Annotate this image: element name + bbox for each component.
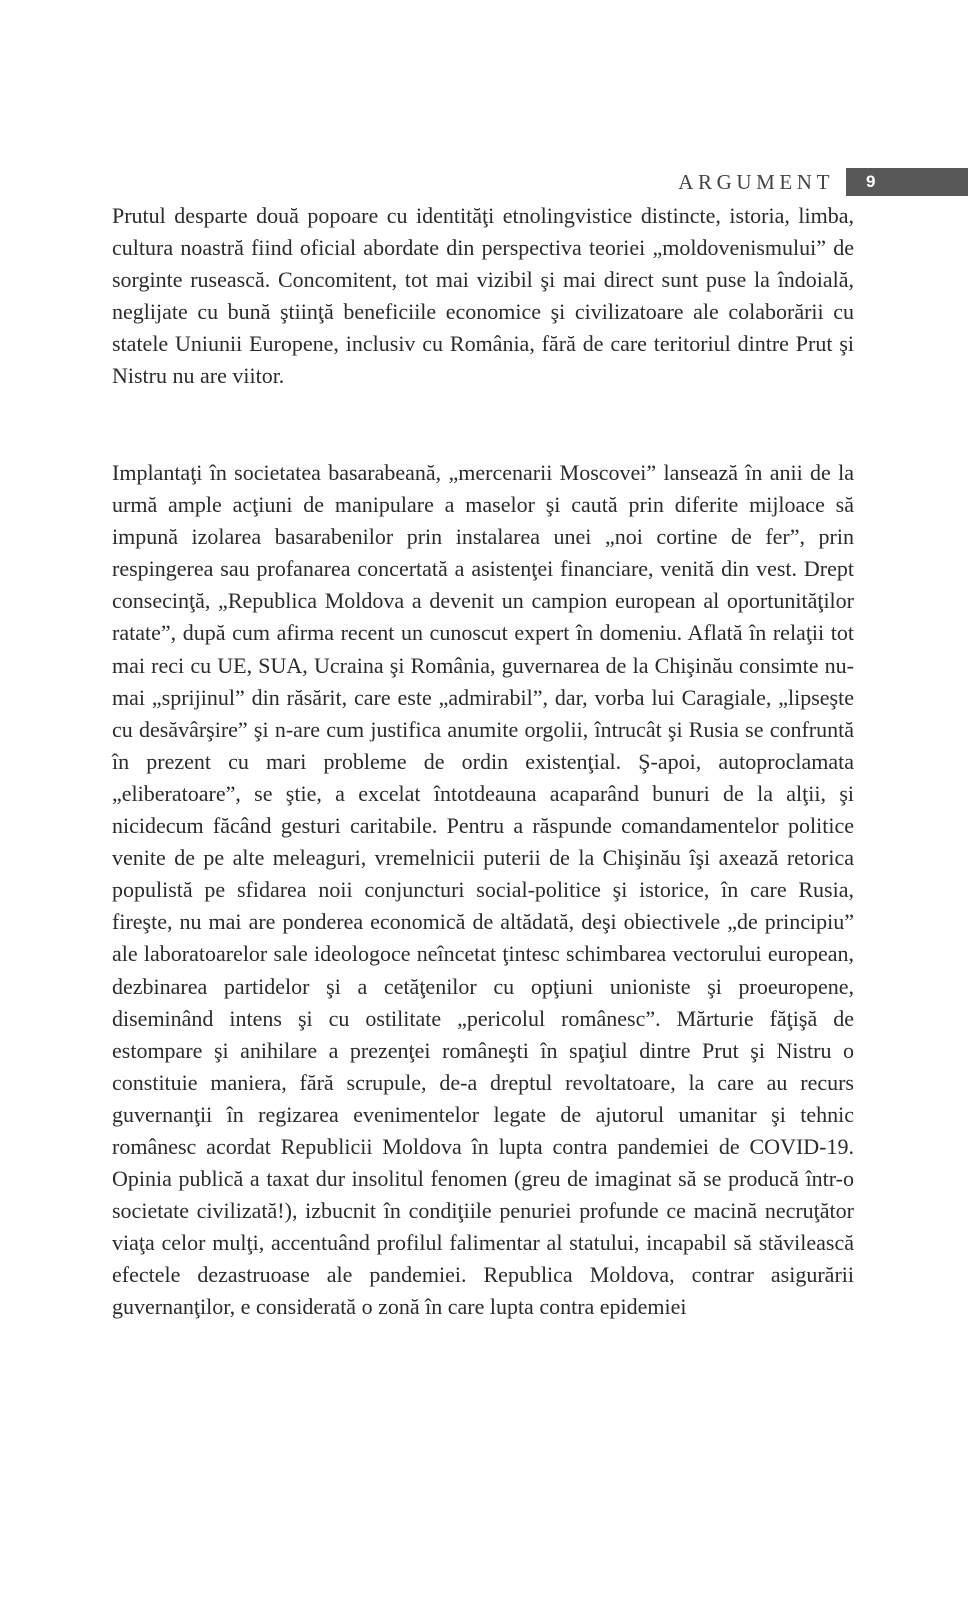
running-header bbox=[678, 168, 968, 196]
body-paragraph: Prutul desparte două popoare cu identităţi etnolingvistice distincte, istoria, limba, cultura noastră fiind oficial abordate din perspectiva teoriei „moldovenismului” de sorginte rusească. Concomitent, tot mai vizibil şi mai direct sunt puse la îndoială, neglijate cu bună ştiinţă beneficiile economice şi civilizatoare ale colaborării cu statele Uniunii Europene, inclusiv cu România, fără de care teritoriul dintre Prut şi Nistru nu are viitor. bbox=[112, 203, 854, 389]
page-number-badge: 9 bbox=[846, 168, 968, 196]
body-paragraph: Implantaţi în societatea basarabeană, „mercenarii Moscovei” lansează în anii de la urmă ample acţiuni de manipulare a maselor şi caută prin diferite mijloace să impună izolarea basarabenilor prin instalarea unei „noi cortine de fer”, prin respingerea sau profanarea concertată a asistenţei financiare, venită din vest. Drept consecinţă, „Republica Moldova a devenit un campion european al oportunităţilor ratate”, după cum afirma recent un cunoscut expert în domeniu. Aflată în relaţii tot mai reci cu UE, SUA, Ucraina şi România, guvernarea de la Chişinău consimte numai „sprijinul” din răsărit, care este „admirabil”, dar, vorba lui Caragiale, „lipseşte cu desăvârşire” şi n-are cum justifica anumite orgolii, întrucât şi Rusia se confruntă în prezent cu mari probleme de ordin existenţial. Ş-apoi, autoproclamata „eliberatoare”, se ştie, a excelat întotdeauna acaparând bunuri de la alţii, şi nicidecum făcând gesturi caritabile. Pentru a răspunde comandamentelor politice venite de pe alte meleaguri, vremelnicii puterii de la Chişinău îşi axează retorica populistă pe sfidarea noii conjuncturi social-politice şi istorice, în care Rusia, fireşte, nu mai are ponderea economică de altădată, deşi obiectivele „de principiu” ale laboratoarelor sale ideologoce neîncetat ţintesc schimbarea vectorului european, dezbinarea partidelor şi a cetăţenilor cu opţiuni unioniste şi proeuropene, diseminând intens şi cu ostilitate „pericolul românesc”. Mărturie făţişă de estompare şi anihilare a prezenţei româneşti în spaţiul dintre Prut şi Nistru o constituie maniera, fără scrupule, de-a dreptul revoltatoare, la care au recurs guvernanţii în regizarea evenimentelor legate de ajutorul umanitar şi tehnic românesc acordat Republicii Moldova în lupta contra pandemiei de COVID-19. Opinia publică a taxat dur insolitul fenomen (greu de imaginat să se producă într-o societate civilizată!), izbucnit în condiţiile penuriei profunde ce macină necruţător viaţa celor mulţi, accentuând profilul falimentar al statului, incapabil să stăvilească efectele dezastruoase ale pandemiei. Republica Moldova, contrar asigurării guvernanţilor, e considerată o zonă în care lupta contra epidemiei bbox=[112, 460, 854, 1320]
section-title: ARGUMENT bbox=[678, 170, 834, 194]
